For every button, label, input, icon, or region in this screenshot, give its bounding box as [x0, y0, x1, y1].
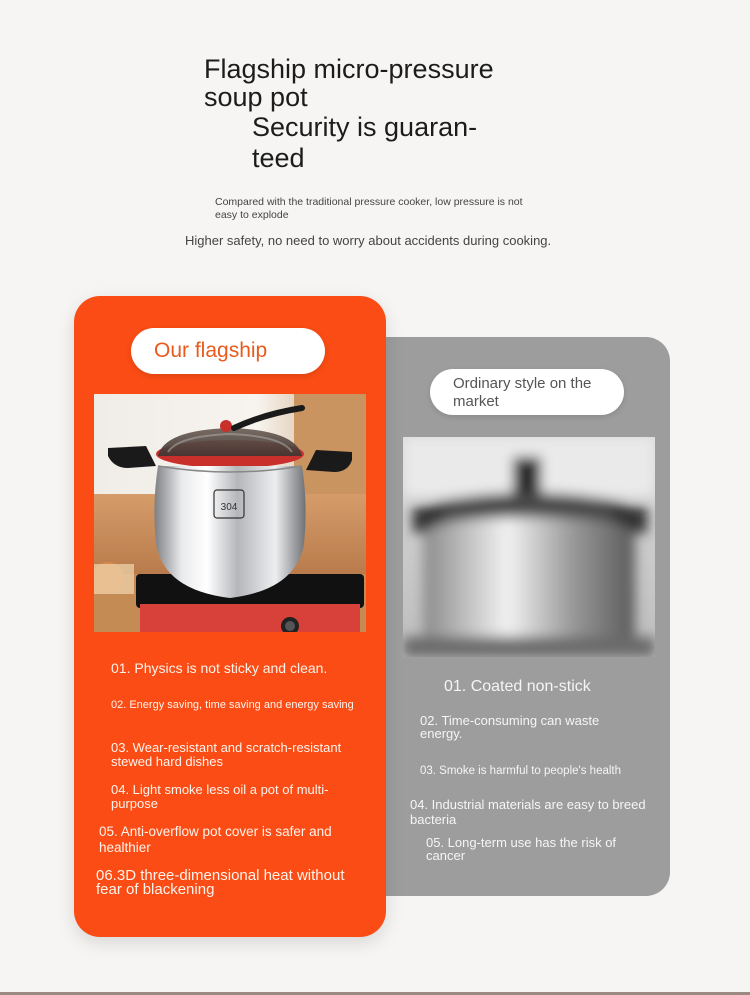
- flagship-feature-6: 06.3D three-dimensional heat without fear of blackening: [96, 867, 345, 898]
- ordinary-feature-2: 02. Time-consuming can waste energy.: [420, 713, 600, 741]
- flagship-feature-2: 02. Energy saving, time saving and energy saving: [111, 699, 354, 711]
- ordinary-feature-1: 01. Coated non-stick: [444, 678, 591, 695]
- flagship-badge-label: Our flagship: [154, 339, 268, 362]
- ordinary-badge-label: Ordinary style on the market: [453, 375, 592, 410]
- ordinary-feature-5: 05. Long-term use has the risk of cancer: [426, 835, 617, 863]
- ordinary-feature-3: 03. Smoke is harmful to people's health: [420, 765, 622, 777]
- ordinary-badge: [430, 369, 624, 415]
- headline-line-3: Security is guaran-: [252, 112, 478, 142]
- ordinary-feature-4: 04. Industrial materials are easy to breed bacteria: [410, 797, 646, 827]
- flagship-badge: [131, 328, 325, 374]
- headline-security: [252, 112, 512, 174]
- flagship-pot-photo: [94, 394, 366, 632]
- flagship-feature-4: 04. Light smoke less oil a pot of multi-purpose: [111, 782, 329, 811]
- flagship-feature-5: 05. Anti-overflow pot cover is safer and healthier: [99, 824, 332, 855]
- ordinary-pot-photo: [403, 437, 655, 657]
- ordinary-product-card: [386, 337, 670, 896]
- blurred-pot-image: [403, 437, 655, 657]
- flagship-feature-1: 01. Physics is not sticky and clean.: [111, 660, 328, 676]
- headline-line-4: teed: [252, 143, 305, 173]
- stainless-pot-image: [94, 394, 366, 632]
- flagship-feature-3: 03. Wear-resistant and scratch-resistant stewed hard dishes: [111, 740, 342, 769]
- flagship-product-card: [74, 296, 386, 937]
- headline-line-2: soup pot: [204, 82, 308, 112]
- headline-line-1: Flagship micro-pressure: [204, 54, 494, 84]
- headline-product: [204, 55, 524, 111]
- subtext-safety: Higher safety, no need to worry about accidents during cooking.: [185, 233, 552, 248]
- pot-304-label: 304: [220, 502, 238, 513]
- subtext-comparison: Compared with the traditional pressure cooker, low pressure is not easy to explode: [215, 196, 523, 221]
